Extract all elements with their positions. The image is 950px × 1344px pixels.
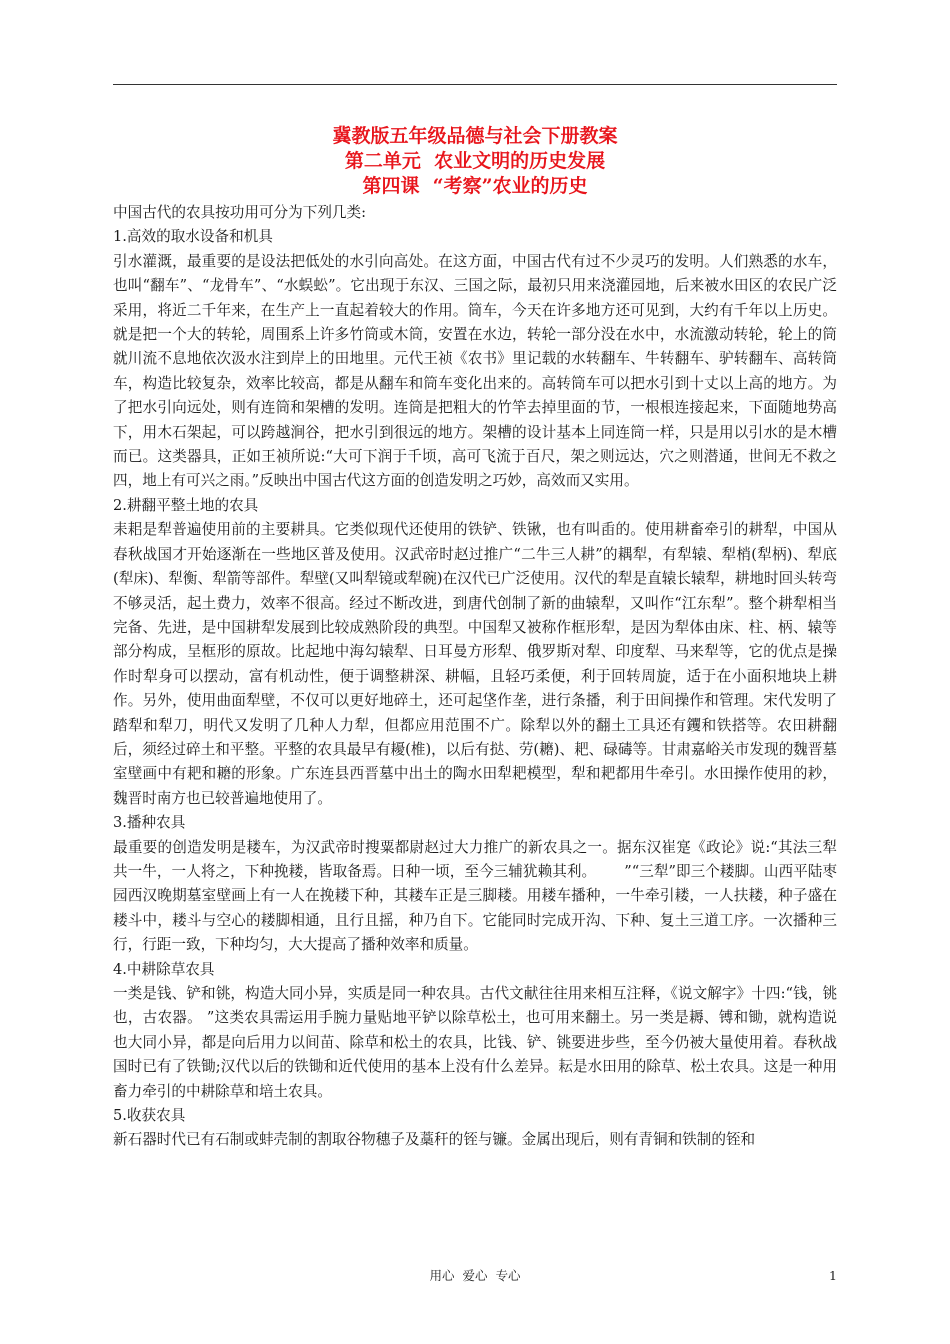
section-heading-3: 3.播种农具 [113, 814, 186, 832]
title-line-2: 第二单元 农业文明的历史发展 [344, 150, 606, 172]
section-paragraph-5: 新石器时代已有石制或蚌壳制的割取谷物穗子及藁秆的铚与镰。金属出现后，则有青铜和铁制的铚和 [113, 1131, 756, 1149]
section-heading-1: 1.高效的取水设备和机具 [113, 228, 273, 246]
section-paragraph-1: 引水灌溉，最重要的是设法把低处的水引向高处。在这方面，中国古代有过不少灵巧的发明。人们熟悉的水车，也叫“翻车”、“龙骨车”、“水蜈蚣”。它出现于东汉、三国之际，最初只用来浇灌园地，后来被水田区的农民广泛采用，将近二千年来，在生产上一直起着较大的作用。筒车，今天在许多地方还可见到，大约有千年以上历史。就是把一个大的转轮，周围系上许多竹筒或木筒，安置在水边，转轮一部分没在水中，水流激动转轮，轮上的筒就川流不息地依次汲水注到岸上的田地里。元代王祯《农书》里记载的水转翻车、牛转翻车、驴转翻车、高转筒车，构造比较复杂，效率比较高，都是从翻车和筒车变化出来的。高转筒车可以把水引到十丈以上高的地方。为了把水引向远处，则有连筒和架槽的发明。连筒是把粗大的竹竿去掉里面的节，一根根连接起来，下面随地势高下，用木石架起，可以跨越涧谷，把水引到很远的地方。架槽的设计基本上同连筒一样，只是用以引水的是木槽而已。这类器具，正如王祯所说:“大可下润于千顷，高可飞流于百尺，架之则远达，穴之则潜通，世间无不救之四，地上有可兴之雨。”反映出中国古代这方面的创造发明之巧妙，高效而又实用。 [113, 252, 837, 490]
section-heading-5: 5.收获农具 [113, 1107, 186, 1125]
page-number: 1 [829, 1268, 837, 1283]
footer-motto: 用心 爱心 专心 [429, 1268, 521, 1283]
header-rule [113, 84, 837, 85]
intro-paragraph: 中国古代的农具按功用可分为下列几类: [113, 204, 367, 221]
document-title [113, 124, 837, 199]
section-paragraph-4: 一类是钱、铲和铫，构造大同小异，实质是同一种农具。古代文献往往用来相互注释，《说文解字》十四:“钱，铫也，古农器。 ”这类农具需运用手腕力量贴地平铲以除草松土，也可用来翻土。另一类是耨、镈和锄，就构造说也大同小异，都是向后用力以间苗、除草和松土的农具，比钱、铲、铫要进步些，至今仍被大量使用着。春秋战国时已有了铁锄;汉代以后的铁锄和近代使用的基本上没有什么差异。耘是水田用的除草、松土农具。这是一种用畜力牵引的中耕除草和培土农具。 [113, 985, 837, 1100]
title-line-1: 冀教版五年级品德与社会下册教案 [332, 125, 618, 147]
section-heading-4: 4.中耕除草农具 [113, 960, 215, 978]
section-heading-2: 2.耕翻平整土地的农具 [113, 496, 259, 514]
section-paragraph-3: 最重要的创造发明是耧车，为汉武帝时搜粟都尉赵过大力推广的新农具之一。据东汉崔寔《政论》说:“其法三犁共一牛，一人将之，下种挽耧，皆取备焉。日种一顷，至今三辅犹赖其利。 ”“三犁”即三个耧脚。山西平陆枣园西汉晚期墓室壁画上有一人在挽耧下种，其耧车正是三脚耧。用耧车播种，一牛牵引耧，一人扶耧，种子盛在耧斗中，耧斗与空心的耧脚相通，且行且摇，种乃自下。它能同时完成开沟、下种、复土三道工序。一次播种三行，行距一致，下种均匀，大大提高了播种效率和质量。 [113, 838, 837, 954]
section-paragraph-2: 耒耜是犁普遍使用前的主要耕具。它类似现代还使用的铁铲、铁锹，也有叫臿的。使用耕畜牵引的耕犁，中国从春秋战国才开始逐渐在一些地区普及使用。汉武帝时赵过推广“二牛三人耕”的耦犁，有犁辕、犁梢(犁柄)、犁底(犁床)、犁衡、犁箭等部件。犁壁(又叫犁镜或犁碗)在汉代已广泛使用。汉代的犁是直辕长辕犁，耕地时回头转弯不够灵活，起土费力，效率不很高。经过不断改进，到唐代创制了新的曲辕犁，又叫作“江东犁”。整个耕犁相当完备、先进，是中国耕犁发展到比较成熟阶段的典型。中国犁又被称作框形犁，是因为犁体由床、柱、柄、辕等部分构成，呈框形的原故。比起地中海勾辕犁、日耳曼方形犁、俄罗斯对犁、印度犁、马来犁等，它的优点是操作时犁身可以摆动，富有机动性，便于调整耕深、耕幅，且轻巧柔便，利于回转周旋，适于在小面积地块上耕作。另外，使用曲面犁壁，不仅可以更好地碎土，还可起垡作垄，进行条播，利于田间操作和管理。宋代发明了踏犁和犁刀，明代又发明了几种人力犁，但都应用范围不广。除犁以外的翻土工具还有钁和铁搭等。农田耕翻后，须经过碎土和平整。平整的农具最早有耰(椎)，以后有挞、劳(耱)、耙、碌碡等。甘肃嘉峪关市发现的魏晋墓室壁画中有耙和耱的形象。广东连县西晋墓中出土的陶水田犁耙模型，犁和耙都用牛牵引。水田操作使用的耖，魏晋时南方也已较普遍地使用了。 [113, 521, 837, 807]
title-line-3: 第四课 “考察”农业的历史 [362, 175, 588, 197]
document-body [113, 201, 837, 1153]
